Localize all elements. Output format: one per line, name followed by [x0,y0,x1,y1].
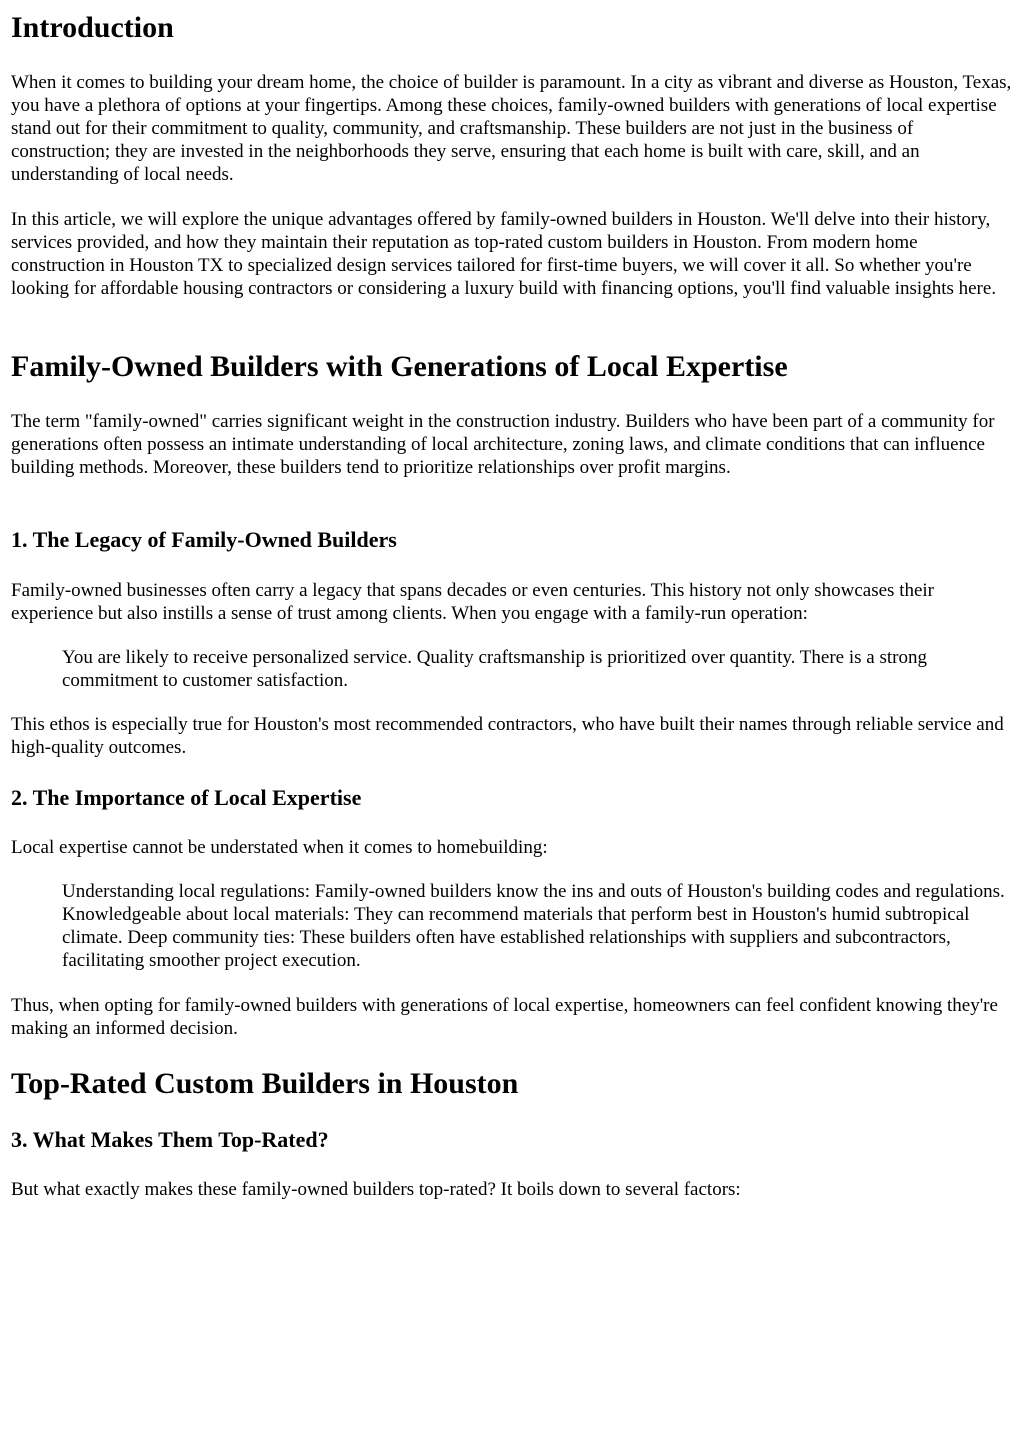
family-owned-heading: Family-Owned Builders with Generations of Local Expertise [11,350,788,383]
legacy-heading: 1. The Legacy of Family-Owned Builders [11,527,397,552]
top-rated-heading: Top-Rated Custom Builders in Houston [11,1067,519,1100]
legacy-paragraph-1: Family-owned businesses often carry a legacy that spans decades or even centuries. This history not only showcases their experience but also instills a sense of trust among clients. When you engage with a family-run operation: [11,580,935,624]
local-expertise-quote: Understanding local regulations: Family-owned builders know the ins and outs of Houston's building codes and regulations. Knowledgeable about local materials: They can recommend materials that perform best in Houston's humid subtropical climate. Deep community ties: These builders often have established relationships with suppliers and subcontractors, facilitating smoother project execution. [62,881,1005,971]
family-owned-paragraph: The term "family-owned" carries significant weight in the construction industry. Builders who have been part of a community for generations often possess an intimate understanding of local architecture, zoning laws, and climate conditions that can influence building methods. Moreover, these builders tend to prioritize relationships over profit margins. [11,411,995,478]
what-makes-paragraph: But what exactly makes these family-owned builders top-rated? It boils down to several factors: [11,1179,741,1200]
local-expertise-paragraph-2: Thus, when opting for family-owned builders with generations of local expertise, homeowners can feel confident knowing they're making an informed decision. [11,995,998,1039]
local-expertise-heading: 2. The Importance of Local Expertise [11,785,362,810]
intro-paragraph-1: When it comes to building your dream home, the choice of builder is paramount. In a city as vibrant and diverse as Houston, Texas, you have a plethora of options at your fingertips. Among these choices, family-owned builders with generations of local expertise stand out for their commitment to quality, community, and craftsmanship. These builders are not just in the business of construction; they are invested in the neighborhoods they serve, ensuring that each home is built with care, skill, and an understanding of local needs. [11,72,1012,185]
what-makes-heading: 3. What Makes Them Top-Rated? [11,1127,329,1152]
local-expertise-paragraph-1: Local expertise cannot be understated when it comes to homebuilding: [11,837,548,858]
intro-paragraph-2: In this article, we will explore the unique advantages offered by family-owned builders in Houston. We'll delve into their history, services provided, and how they maintain their reputation as top-rated custom builders in Houston. From modern home construction in Houston TX to specialized design services tailored for first-time buyers, we will cover it all. So whether you're looking for affordable housing contractors or considering a luxury build with financing options, you'll find valuable insights here. [11,209,997,299]
introduction-heading: Introduction [11,11,174,44]
legacy-paragraph-2: This ethos is especially true for Houston's most recommended contractors, who have built their names through reliable service and high-quality outcomes. [11,714,1004,758]
legacy-quote: You are likely to receive personalized service. Quality craftsmanship is prioritized over quantity. There is a strong commitment to customer satisfaction. [62,647,927,691]
